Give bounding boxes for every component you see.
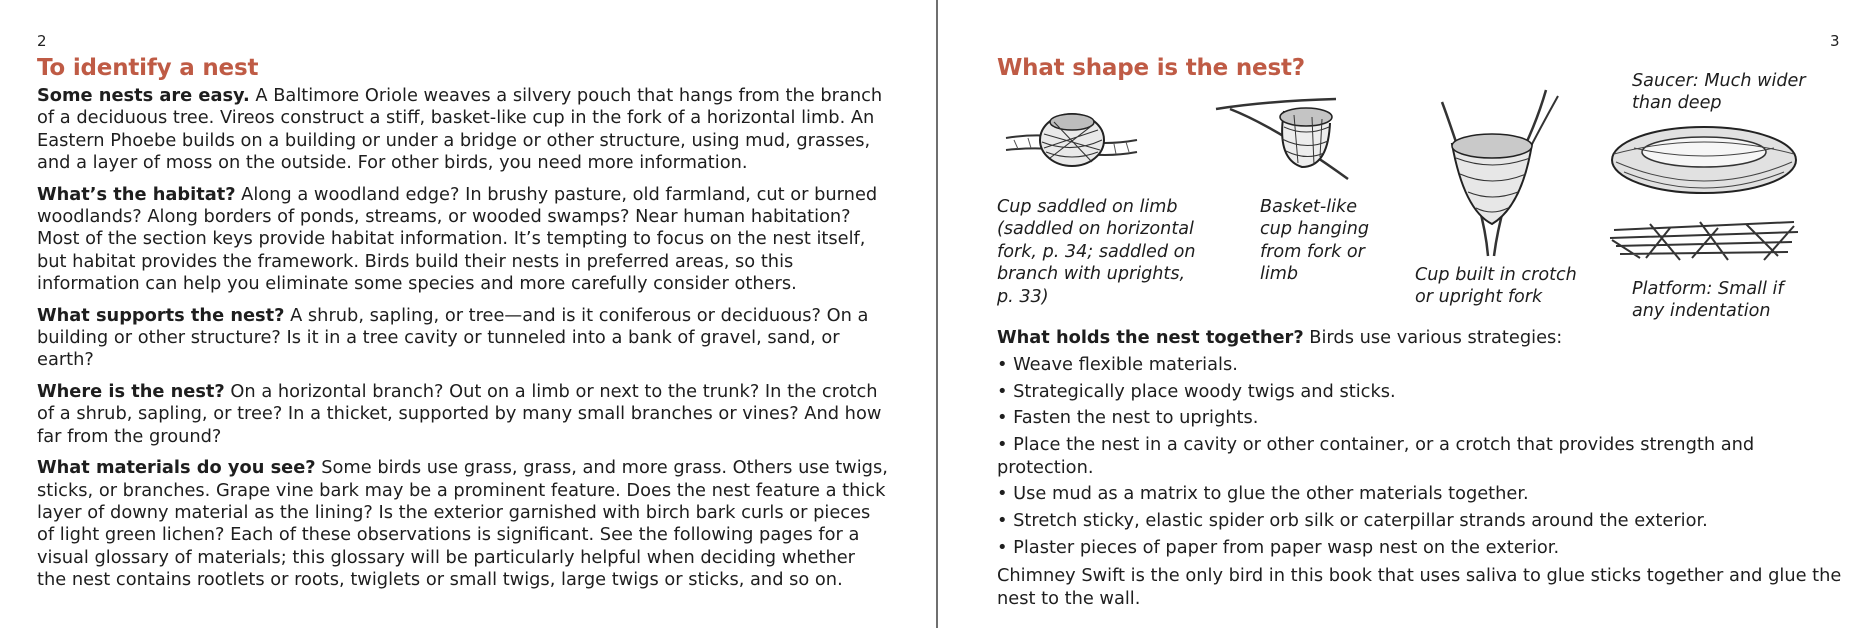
paragraph-materials: What materials do you see? Some birds use grass, grass, and more grass. Others use twigs, sticks, or branches. Grape vine bark may be a prominent feature. Does the nest feature a thick layer of downy material as the lining? Is the exterior garnished with birch bark curls or pieces of light green lichen? Each of these observations is significant. See the following pages for a visual glossary of materials; this glossary will be particularly helpful when deciding whether the nest contains rootlets or roots, twiglets or small twigs, large twigs or sticks, and so on.	[37, 457, 888, 591]
page-title: What shape is the nest?	[997, 55, 1305, 81]
illustration-caption: Cup saddled on limb (saddled on horizontal fork, p. 34; saddled on branch with uprights, p. 33)	[997, 197, 1196, 307]
closing-note: Chimney Swift is the only bird in this book that uses saliva to glue sticks together and glue the nest to the wall.	[997, 565, 1842, 609]
left-body	[37, 85, 889, 601]
paragraph-location: Where is the nest? On a horizontal branch? Out on a limb or next to the trunk? In the crotch of a shrub, sapling, or tree? In a thicket, supported by many small branches or vines? And how far from the ground?	[37, 380, 882, 447]
illustration-caption: Basket-like cup hanging from fork or limb	[1260, 197, 1370, 285]
illustration-caption: Saucer: Much wider than deep	[1632, 71, 1806, 114]
holds-section	[997, 327, 1842, 610]
holds-intro: What holds the nest together? Birds use various strategies:	[997, 327, 1563, 348]
strategy-list	[997, 354, 1842, 560]
paragraph-habitat: What’s the habitat? Along a woodland edge? In brushy pasture, old farmland, cut or burned woodlands? Along borders of ponds, streams, or wooded swamps? Near human habitation? Most of the section keys provide habitat information. It’s tempting to focus on the nest itself, but habitat provides the framework. Birds build their nests in preferred areas, so this information can help you eliminate some species and more carefully consider others.	[37, 183, 878, 295]
list-item: • Use mud as a matrix to glue the other materials together.	[997, 483, 1842, 505]
saucer-nest-illustration	[1610, 124, 1798, 204]
list-item: • Strategically place woody twigs and sticks.	[997, 381, 1842, 403]
paragraph-easy-nests: Some nests are easy. A Baltimore Oriole weaves a silvery pouch that hangs from the branch of a deciduous tree. Vireos construct a stiff, basket-like cup in the fork of a horizontal limb. An Eastern Phoebe builds on a building or under a bridge or other structure, using mud, grasses, and a layer of moss on the outside. For other birds, you need more information.	[37, 85, 883, 174]
list-item: • Stretch sticky, elastic spider orb silk or caterpillar strands around the exterior.	[997, 510, 1842, 532]
right-page	[938, 0, 1870, 628]
page-title: To identify a nest	[37, 55, 259, 81]
paragraph-supports: What supports the nest? A shrub, sapling, or tree—and is it coniferous or deciduous? On a building or other structure? Is it in a tree cavity or tunneled into a bank of gravel, sand, or earth?	[37, 304, 869, 371]
list-item: • Fasten the nest to uprights.	[997, 407, 1842, 429]
list-item: • Place the nest in a cavity or other container, or a crotch that provides strength and protection.	[997, 434, 1842, 479]
illustration-caption: Cup built in crotch or upright fork	[1415, 265, 1577, 308]
illustration-caption: Platform: Small if any indentation	[1632, 279, 1784, 322]
basket-cup-hanging-nest-illustration	[1216, 97, 1351, 187]
cup-in-crotch-nest-illustration	[1438, 88, 1578, 260]
page-number: 3	[1830, 32, 1840, 50]
list-item: • Weave flexible materials.	[997, 354, 1842, 376]
platform-nest-illustration	[1610, 210, 1798, 268]
page-number: 2	[37, 32, 47, 50]
list-item: • Plaster pieces of paper from paper wasp nest on the exterior.	[997, 537, 1842, 559]
cup-saddled-on-limb-nest-illustration	[1004, 100, 1139, 180]
